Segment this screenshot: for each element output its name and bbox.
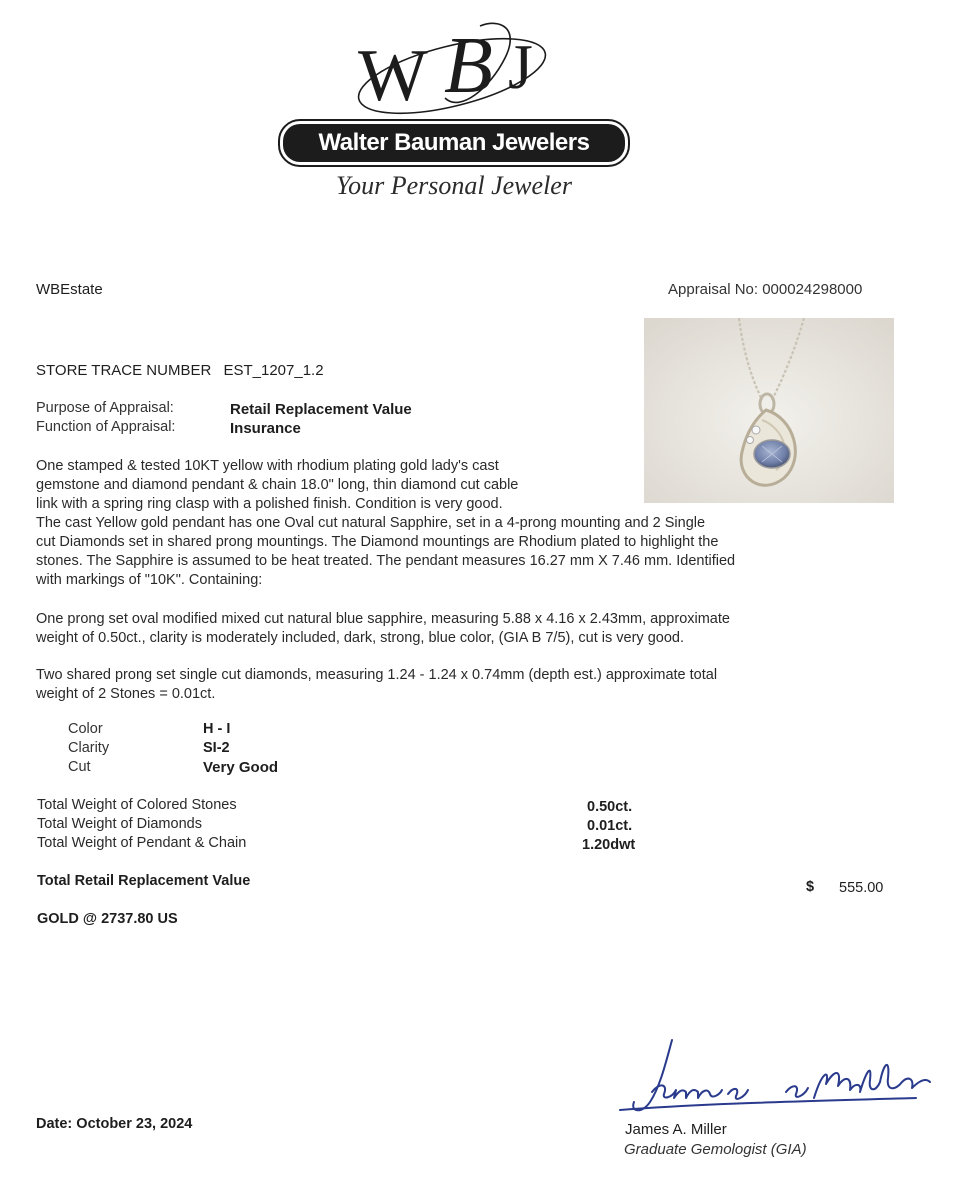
grade-color-value: H - I <box>203 721 231 737</box>
store-trace-label: STORE TRACE NUMBER <box>36 362 212 379</box>
description-line: link with a spring ring clasp with a polished finish. Condition is very good. <box>36 496 503 512</box>
store-trace <box>36 362 324 379</box>
sapphire-line: weight of 0.50ct., clarity is moderately included, dark, strong, blue color, (GIA B 7/5), cut is very good. <box>36 630 684 646</box>
total-diamonds-value: 0.01ct. <box>587 818 633 834</box>
grade-cut-label: Cut <box>68 759 91 775</box>
total-diamonds-label: Total Weight of Diamonds <box>37 816 202 832</box>
diamond-line: weight of 2 Stones = 0.01ct. <box>36 686 216 702</box>
company-tagline: Your Personal Jeweler <box>336 171 572 200</box>
grade-clarity-label: Clarity <box>68 740 110 756</box>
appraisal-number-value: 000024298000 <box>762 281 863 298</box>
diamond-line: Two shared prong set single cut diamonds, measuring 1.24 - 1.24 x 0.74mm (depth est.) approximate total <box>36 667 718 683</box>
description-line: stones. The Sapphire is assumed to be heat treated. The pendant measures 16.27 mm X 7.46 mm. Identified <box>36 553 736 569</box>
svg-text:B: B <box>444 22 493 110</box>
function-label: Function of Appraisal: <box>36 419 176 435</box>
diamond-description <box>36 666 717 704</box>
retail-currency: $ <box>806 879 815 895</box>
retail-amount: 555.00 <box>839 880 884 896</box>
description-line: One stamped & tested 10KT yellow with rhodium plating gold lady's cast <box>36 458 499 474</box>
sapphire-description <box>36 610 730 648</box>
sapphire-line: One prong set oval modified mixed cut natural blue sapphire, measuring 5.88 x 4.16 x 2.43mm, approximate <box>36 611 730 627</box>
appraisal-number-label: Appraisal No: <box>668 281 759 298</box>
signer-title: Graduate Gemologist (GIA) <box>624 1141 807 1158</box>
function-value: Insurance <box>230 420 301 437</box>
description-line: with markings of "10K". Containing: <box>36 572 263 588</box>
total-pendant-chain-value: 1.20dwt <box>582 837 636 853</box>
svg-text:J: J <box>508 31 533 102</box>
appraisal-number <box>668 281 862 298</box>
item-description <box>36 457 735 590</box>
description-line: gemstone and diamond pendant & chain 18.0" long, thin diamond cut cable <box>36 477 519 493</box>
store-trace-value: EST_1207_1.2 <box>223 362 324 379</box>
grade-cut-value: Very Good <box>203 759 279 776</box>
total-colored-stones-value: 0.50ct. <box>587 799 633 815</box>
gold-price: GOLD @ 2737.80 US <box>37 911 178 927</box>
company-name: Walter Bauman Jewelers <box>283 124 625 162</box>
grade-clarity-value: SI-2 <box>203 740 230 756</box>
retail-value-label: Total Retail Replacement Value <box>37 873 251 889</box>
description-line: The cast Yellow gold pendant has one Oval cut natural Sapphire, set in a 4-prong mounting and 2 Single <box>36 515 706 531</box>
total-pendant-chain-label: Total Weight of Pendant & Chain <box>37 835 247 851</box>
purpose-label: Purpose of Appraisal: <box>36 400 174 416</box>
purpose-value: Retail Replacement Value <box>230 401 412 418</box>
company-monogram-logo <box>340 18 580 123</box>
total-colored-stones-label: Total Weight of Colored Stones <box>37 797 237 813</box>
svg-text:W: W <box>358 35 428 117</box>
appraisal-date: Date: October 23, 2024 <box>36 1116 193 1132</box>
account-name: WBEstate <box>36 281 103 298</box>
signature-image <box>616 1032 946 1127</box>
signer-name: James A. Miller <box>625 1121 727 1138</box>
grade-color-label: Color <box>68 721 103 737</box>
company-name-banner <box>278 119 630 167</box>
description-line: cut Diamonds set in shared prong mountings. The Diamond mountings are Rhodium plated to highlight the <box>36 534 719 550</box>
